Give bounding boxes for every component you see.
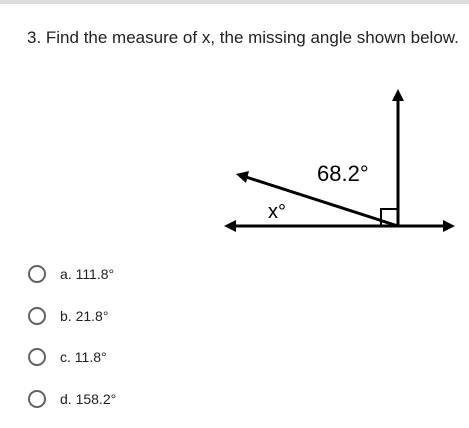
radio-button-d[interactable] [28,390,46,408]
given-angle-label: 68.2° [317,161,369,186]
left-arrowhead [224,220,236,232]
slanted-arrowhead [236,171,249,183]
right-arrowhead [443,220,455,232]
radio-button-b[interactable] [28,307,46,325]
radio-button-a[interactable] [28,265,46,283]
option-b[interactable] [28,304,108,328]
unknown-angle-label: x° [268,201,286,223]
question-title: 3. Find the measure of x, the missing angle shown below. [27,28,459,47]
option-d[interactable] [28,387,116,411]
option-c[interactable] [28,345,107,369]
option-d-label: d. 158.2° [60,391,117,407]
option-a[interactable] [28,262,114,286]
option-a-label: a. 111.8° [60,266,115,282]
option-b-label: b. 21.8° [60,308,109,324]
top-arrowhead [392,89,404,101]
radio-button-c[interactable] [28,348,46,366]
option-c-label: c. 11.8° [60,349,107,365]
